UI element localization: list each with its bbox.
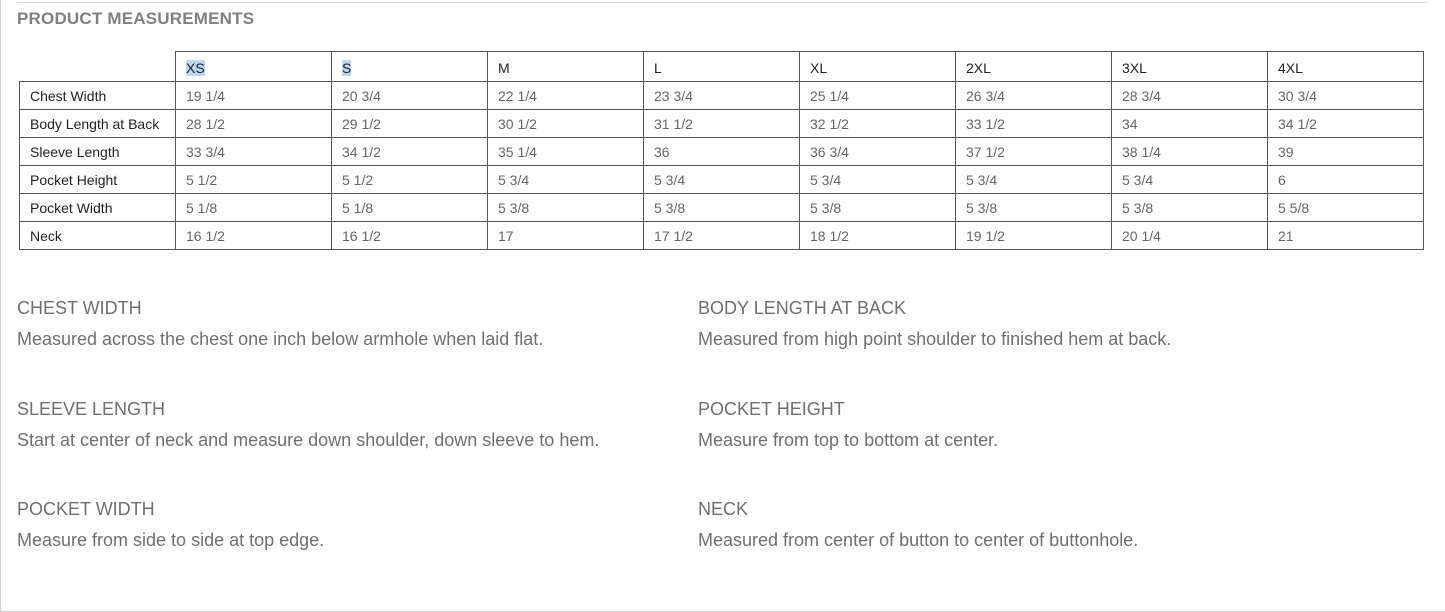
table-cell: 5 5/8 [1268, 194, 1424, 222]
table-cell: 21 [1268, 222, 1424, 250]
table-cell: 36 3/4 [800, 138, 956, 166]
description-sleeve-length [17, 399, 599, 451]
size-header: XL [800, 52, 956, 82]
table-cell: 5 3/4 [488, 166, 644, 194]
table-cell: 6 [1268, 166, 1424, 194]
table-cell: 17 1/2 [644, 222, 800, 250]
table-cell: 19 1/4 [176, 82, 332, 110]
table-cell: 5 3/8 [644, 194, 800, 222]
table-cell: 5 1/2 [176, 166, 332, 194]
description-text: Start at center of neck and measure down shoulder, down sleeve to hem. [17, 430, 600, 450]
description-text: Measure from side to side at top edge. [17, 530, 325, 550]
row-label: Pocket Width [20, 194, 176, 222]
table-row [20, 166, 1424, 194]
description-neck [698, 499, 1138, 551]
description-text: Measured from center of button to center of buttonhole. [698, 530, 1139, 550]
table-cell: 32 1/2 [800, 110, 956, 138]
table-cell: 5 3/8 [1112, 194, 1268, 222]
description-heading: NECK [698, 499, 749, 519]
size-header: L [644, 52, 800, 82]
table-cell: 23 3/4 [644, 82, 800, 110]
table-cell: 30 1/2 [488, 110, 644, 138]
table-header-row [20, 52, 1424, 82]
table-cell: 18 1/2 [800, 222, 956, 250]
table-cell: 36 [644, 138, 800, 166]
table-cell: 35 1/4 [488, 138, 644, 166]
top-divider [17, 2, 1428, 3]
table-cell: 5 1/2 [332, 166, 488, 194]
table-cell: 22 1/4 [488, 82, 644, 110]
size-header: 2XL [956, 52, 1112, 82]
table-cell: 19 1/2 [956, 222, 1112, 250]
description-heading: POCKET WIDTH [17, 499, 155, 519]
table-cell: 5 3/4 [956, 166, 1112, 194]
size-chart-table [19, 51, 1424, 250]
table-cell: 20 3/4 [332, 82, 488, 110]
row-label: Sleeve Length [20, 138, 176, 166]
table-row [20, 110, 1424, 138]
table-cell: 16 1/2 [332, 222, 488, 250]
table-cell: 39 [1268, 138, 1424, 166]
size-header: XS [176, 52, 332, 82]
table-cell: 30 3/4 [1268, 82, 1424, 110]
table-cell: 33 1/2 [956, 110, 1112, 138]
row-label: Body Length at Back [20, 110, 176, 138]
table-cell: 26 3/4 [956, 82, 1112, 110]
section-title: PRODUCT MEASUREMENTS [17, 9, 255, 28]
table-row [20, 222, 1424, 250]
description-heading: POCKET HEIGHT [698, 399, 845, 419]
description-heading: SLEEVE LENGTH [17, 399, 166, 419]
table-cell: 28 3/4 [1112, 82, 1268, 110]
table-cell: 25 1/4 [800, 82, 956, 110]
table-cell: 37 1/2 [956, 138, 1112, 166]
table-cell: 20 1/4 [1112, 222, 1268, 250]
table-cell: 5 3/4 [644, 166, 800, 194]
table-cell: 5 3/8 [956, 194, 1112, 222]
description-text: Measured from high point shoulder to finished hem at back. [698, 329, 1172, 349]
table-cell: 38 1/4 [1112, 138, 1268, 166]
table-cell: 33 3/4 [176, 138, 332, 166]
row-label: Pocket Height [20, 166, 176, 194]
table-cell: 29 1/2 [332, 110, 488, 138]
table-cell: 34 1/2 [332, 138, 488, 166]
description-pocket-width [17, 499, 324, 551]
size-header: 4XL [1268, 52, 1424, 82]
row-label: Chest Width [20, 82, 176, 110]
table-cell: 34 1/2 [1268, 110, 1424, 138]
size-header: 3XL [1112, 52, 1268, 82]
description-text: Measure from top to bottom at center. [698, 430, 999, 450]
description-body-length [698, 298, 1171, 350]
table-cell: 34 [1112, 110, 1268, 138]
table-cell: 5 3/8 [488, 194, 644, 222]
table-cell: 31 1/2 [644, 110, 800, 138]
table-row [20, 82, 1424, 110]
description-chest-width [17, 298, 543, 350]
table-row [20, 194, 1424, 222]
description-text: Measured across the chest one inch below armhole when laid flat. [17, 329, 544, 349]
table-cell: 16 1/2 [176, 222, 332, 250]
table-cell: 17 [488, 222, 644, 250]
table-cell: 5 3/4 [800, 166, 956, 194]
size-header: S [332, 52, 488, 82]
table-row [20, 138, 1424, 166]
table-cell: 5 1/8 [332, 194, 488, 222]
row-label: Neck [20, 222, 176, 250]
description-pocket-height [698, 399, 998, 451]
table-cell: 5 1/8 [176, 194, 332, 222]
table-corner-cell [20, 52, 176, 82]
size-header: M [488, 52, 644, 82]
table-cell: 28 1/2 [176, 110, 332, 138]
table-cell: 5 3/4 [1112, 166, 1268, 194]
description-heading: CHEST WIDTH [17, 298, 142, 318]
description-heading: BODY LENGTH AT BACK [698, 298, 907, 318]
table-cell: 5 3/8 [800, 194, 956, 222]
